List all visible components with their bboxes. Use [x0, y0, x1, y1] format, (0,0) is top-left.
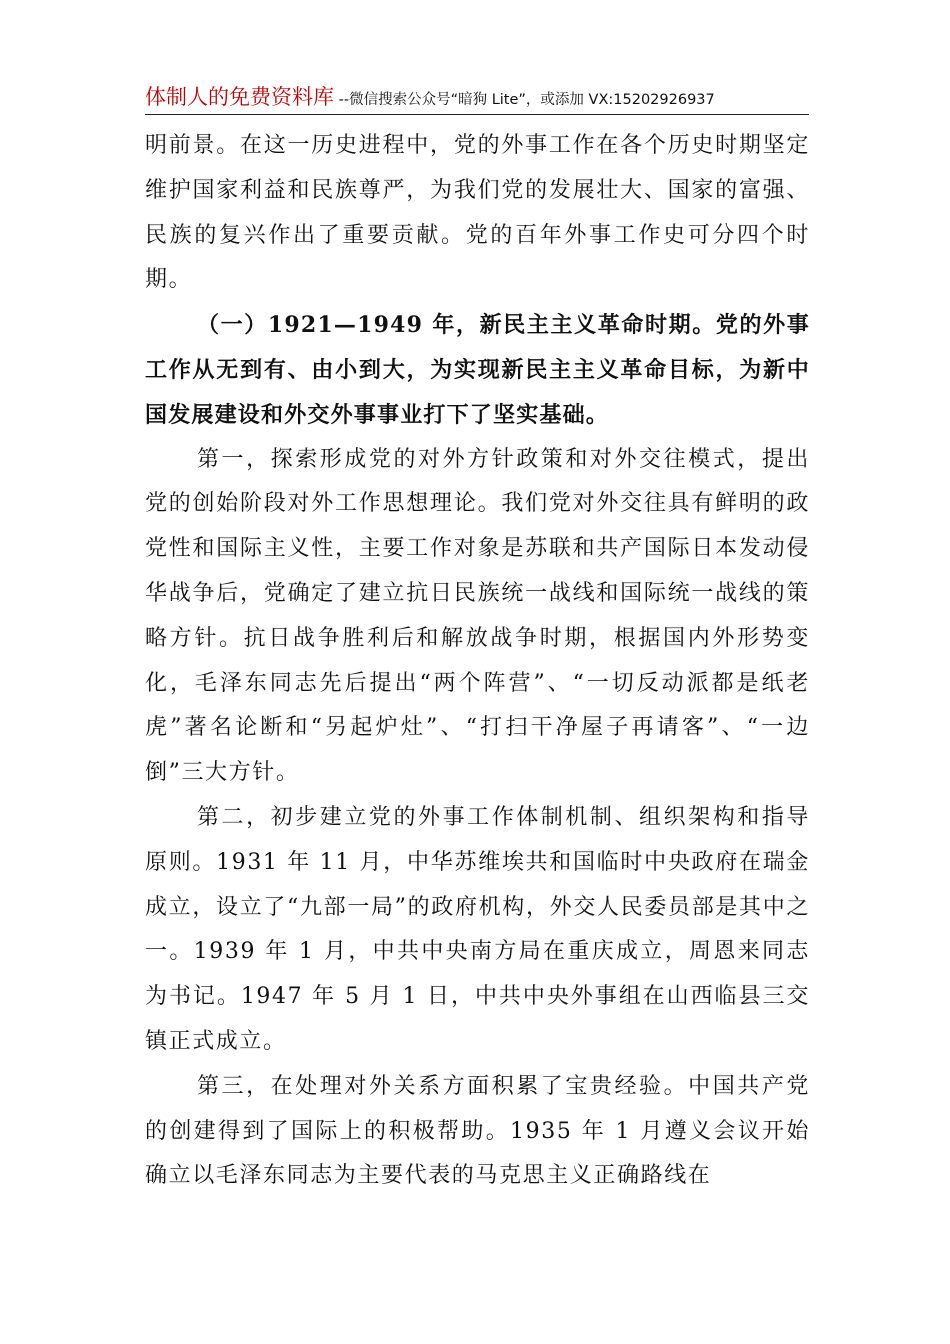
header-brand: 体制人的免费资料库	[145, 85, 334, 109]
header-contact-note: --微信搜索公众号“暗狗 Lite”，或添加 VX:15202926937	[334, 92, 715, 108]
paragraph-second: 第二，初步建立党的外事工作体制机制、组织架构和指导原则。1931 年 11 月，中华苏维埃共和国临时中央政府在瑞金成立，设立了“九部一局”的政府机构，外交人民委员部是其中之一。1939 年 1 月，中共中央南方局在重庆成立，周恩来同志为书记。1947 年 5 月 1 日，中共中央外事组在山西临县三交镇正式成立。	[145, 804, 810, 1054]
paragraph-first: 第一，探索形成党的对外方针政策和对外交往模式，提出党的创始阶段对外工作思想理论。我们党对外交往具有鲜明的政党性和国际主义性，主要工作对象是苏联和共产国际日本发动侵华战争后，党确定了建立抗日民族统一战线和国际统一战线的策略方针。抗日战争胜利后和解放战争时期，根据国内外形势变化，毛泽东同志先后提出“两个阵营”、“一切反动派都是纸老虎”著名论断和“另起炉灶”、“打扫干净屋子再请客”、“一边倒”三大方针。	[145, 446, 810, 786]
header-divider	[145, 114, 809, 115]
document-body	[145, 124, 810, 1199]
section-heading: （一）1921—1949 年，新民主主义革命时期。党的外事工作从无到有、由小到大，为实现新民主主义革命目标，为新中国发展建设和外交外事事业打下了坚实基础。	[145, 312, 810, 428]
paragraph-third: 第三，在处理对外关系方面积累了宝贵经验。中国共产党的创建得到了国际上的积极帮助。1935 年 1 月遵义会议开始确立以毛泽东同志为主要代表的马克思主义正确路线在	[145, 1073, 810, 1189]
page-header	[145, 84, 810, 110]
paragraph-continued: 明前景。在这一历史进程中，党的外事工作在各个历史时期坚定维护国家利益和民族尊严，为我们党的发展壮大、国家的富强、民族的复兴作出了重要贡献。党的百年外事工作史可分四个时期。	[145, 133, 810, 293]
